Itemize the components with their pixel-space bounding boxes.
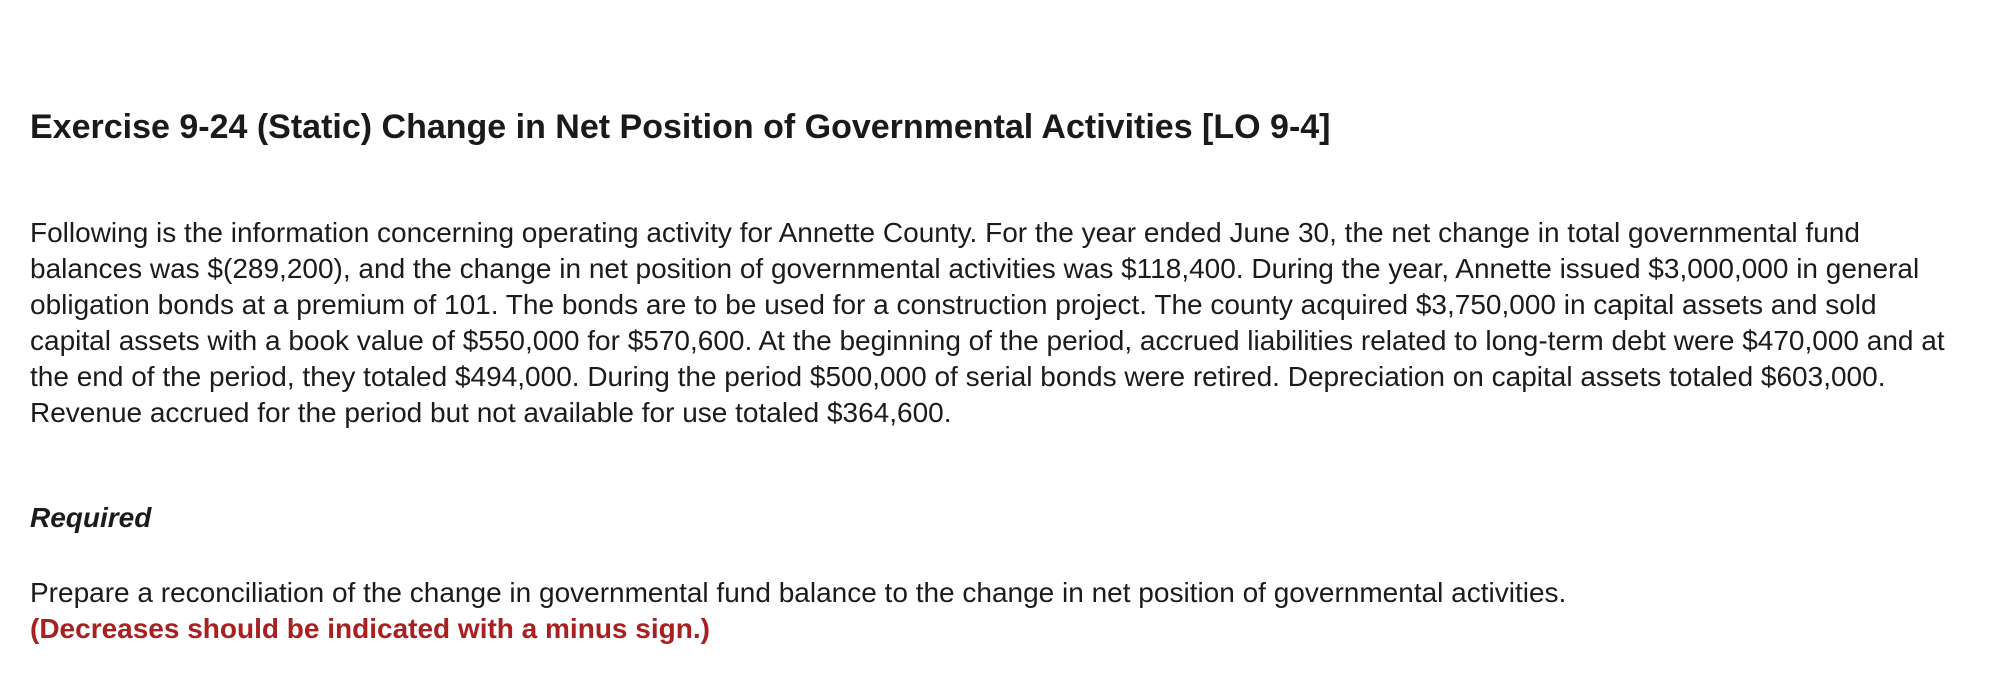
instruction-note: (Decreases should be indicated with a minus sign.)	[30, 613, 710, 644]
instruction-text: Prepare a reconciliation of the change in governmental fund balance to the change in net position of governmental activities.	[30, 577, 1567, 608]
instruction-block	[30, 575, 1950, 647]
required-heading: Required	[30, 502, 152, 533]
exercise-title: Exercise 9-24 (Static) Change in Net Position of Governmental Activities [LO 9-4]	[30, 108, 1331, 146]
exercise-description: Following is the information concerning operating activity for Annette County. For the year ended June 30, the net change in total governmental fund balances was $(289,200), and the change in net position of governmental activities was $118,400. During the year, Annette issued $3,000,000 in general obligation bonds at a premium of 101. The bonds are to be used for a construction project. The county acquired $3,750,000 in capital assets and sold capital assets with a book value of $550,000 for $570,600. At the beginning of the period, accrued liabilities related to long-term debt were $470,000 and at the end of the period, they totaled $494,000. During the period $500,000 of serial bonds were retired. Depreciation on capital assets totaled $603,000. Revenue accrued for the period but not available for use totaled $364,600.	[30, 217, 1945, 428]
